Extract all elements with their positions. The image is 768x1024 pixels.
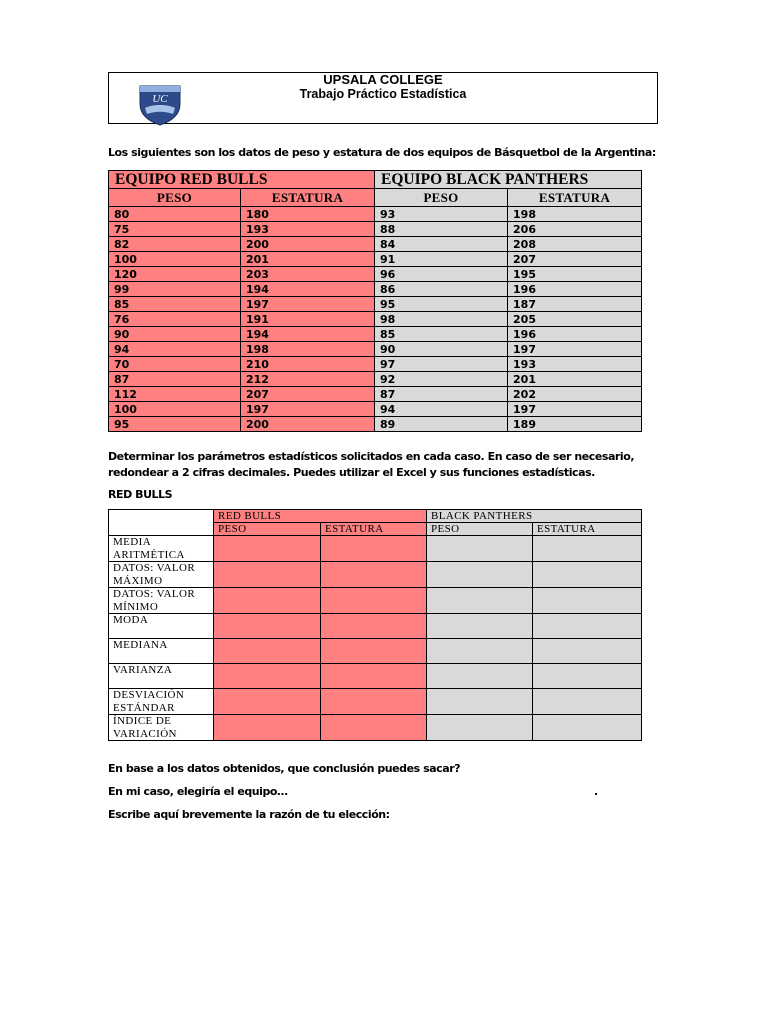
data-row [109, 402, 642, 417]
team-header-black-panthers: EQUIPO BLACK PANTHERS [375, 171, 642, 189]
instructions-line-1: Determinar los parámetros estadísticos solicitados en cada caso. En caso de ser necesario, [108, 450, 635, 463]
metric-label-line: MODA [113, 614, 149, 626]
red-bulls-estatura-cell: 212 [241, 372, 375, 387]
red-bulls-peso-cell: 100 [109, 252, 241, 267]
stats-answer-cell[interactable] [533, 639, 642, 664]
stats-answer-cell[interactable] [214, 664, 321, 689]
black-panthers-peso-cell: 94 [375, 402, 508, 417]
metric-label [109, 562, 214, 588]
data-row [109, 357, 642, 372]
stats-row [109, 715, 642, 741]
metric-label [109, 639, 214, 664]
metric-label-line: VARIANZA [113, 664, 173, 676]
red-bulls-estatura-cell: 194 [241, 327, 375, 342]
stats-answer-cell[interactable] [533, 689, 642, 715]
black-panthers-peso-cell: 95 [375, 297, 508, 312]
stats-row [109, 689, 642, 715]
metric-label-line: ESTÁNDAR [113, 701, 175, 714]
red-bulls-peso-cell: 70 [109, 357, 241, 372]
stats-answer-cell[interactable] [427, 689, 533, 715]
metric-label-line: MEDIA [113, 536, 152, 548]
red-bulls-estatura-cell: 207 [241, 387, 375, 402]
data-row [109, 252, 642, 267]
stats-answer-cell[interactable] [427, 715, 533, 741]
red-bulls-estatura-cell: 197 [241, 297, 375, 312]
red-bulls-peso-cell: 94 [109, 342, 241, 357]
black-panthers-peso-cell: 90 [375, 342, 508, 357]
metric-label [109, 715, 214, 741]
data-row [109, 297, 642, 312]
data-row [109, 387, 642, 402]
stats-answer-cell[interactable] [214, 536, 321, 562]
black-panthers-peso-cell: 92 [375, 372, 508, 387]
red-bulls-peso-cell: 87 [109, 372, 241, 387]
stats-answer-cell[interactable] [321, 588, 427, 614]
data-row [109, 282, 642, 297]
metric-label [109, 588, 214, 614]
data-row [109, 342, 642, 357]
red-bulls-peso-cell: 120 [109, 267, 241, 282]
black-panthers-peso-cell: 98 [375, 312, 508, 327]
red-bulls-peso-cell: 80 [109, 207, 241, 222]
red-bulls-estatura-cell: 203 [241, 267, 375, 282]
metric-label-line: ÍNDICE DE [113, 715, 172, 727]
data-row [109, 267, 642, 282]
red-bulls-estatura-cell: 210 [241, 357, 375, 372]
stats-answer-cell[interactable] [427, 588, 533, 614]
red-bulls-estatura-cell: 200 [241, 237, 375, 252]
stats-row [109, 536, 642, 562]
black-panthers-peso-cell: 87 [375, 387, 508, 402]
stats-answer-cell[interactable] [533, 536, 642, 562]
data-row [109, 222, 642, 237]
metric-label-line: ARITMÉTICA [113, 548, 185, 561]
stats-row [109, 639, 642, 664]
teams-data-table [108, 170, 642, 432]
red-bulls-estatura-cell: 198 [241, 342, 375, 357]
stats-answer-cell[interactable] [533, 562, 642, 588]
black-panthers-peso-cell: 86 [375, 282, 508, 297]
black-panthers-estatura-cell: 187 [508, 297, 642, 312]
stats-answer-cell[interactable] [321, 689, 427, 715]
red-bulls-peso-cell: 99 [109, 282, 241, 297]
black-panthers-peso-cell: 91 [375, 252, 508, 267]
stats-answer-cell[interactable] [427, 562, 533, 588]
data-row [109, 207, 642, 222]
question-team-choice: En mi caso, elegiría el equipo… [108, 785, 288, 798]
column-header-peso: PESO [109, 189, 241, 207]
svg-text:UC: UC [152, 93, 168, 105]
stats-row [109, 562, 642, 588]
column-header-peso: PESO [375, 189, 508, 207]
black-panthers-peso-cell: 93 [375, 207, 508, 222]
metric-label-line: MÍNIMO [113, 600, 159, 613]
stats-column-peso: PESO [214, 523, 321, 536]
stats-answer-cell[interactable] [533, 614, 642, 639]
black-panthers-estatura-cell: 189 [508, 417, 642, 432]
column-header-estatura: ESTATURA [508, 189, 642, 207]
metric-label [109, 689, 214, 715]
black-panthers-estatura-cell: 193 [508, 357, 642, 372]
stats-answer-cell[interactable] [214, 588, 321, 614]
stats-answer-cell[interactable] [214, 689, 321, 715]
black-panthers-estatura-cell: 208 [508, 237, 642, 252]
black-panthers-peso-cell: 88 [375, 222, 508, 237]
data-row [109, 237, 642, 252]
black-panthers-peso-cell: 97 [375, 357, 508, 372]
college-title: UPSALA COLLEGE [323, 72, 443, 87]
stats-answer-cell[interactable] [427, 536, 533, 562]
stats-answer-cell[interactable] [321, 562, 427, 588]
stats-answer-cell[interactable] [427, 664, 533, 689]
black-panthers-estatura-cell: 207 [508, 252, 642, 267]
stats-header-red-bulls: RED BULLS [214, 510, 427, 523]
red-bulls-peso-cell: 85 [109, 297, 241, 312]
instructions-line-2: redondear a 2 cifras decimales. Puedes utilizar el Excel y sus funciones estadísticas. [108, 466, 595, 479]
metric-label-line: DESVIACIÓN [113, 689, 185, 701]
metric-label-line: DATOS: VALOR [113, 588, 196, 600]
stats-answer-cell[interactable] [321, 639, 427, 664]
red-bulls-peso-cell: 90 [109, 327, 241, 342]
red-bulls-estatura-cell: 194 [241, 282, 375, 297]
stats-column-estatura: ESTATURA [321, 523, 427, 536]
stats-answer-cell[interactable] [427, 639, 533, 664]
red-bulls-peso-cell: 112 [109, 387, 241, 402]
stats-answer-cell[interactable] [321, 715, 427, 741]
header-box [108, 72, 658, 124]
stats-header-black-panthers: BLACK PANTHERS [427, 510, 642, 523]
metric-label-line: DATOS: VALOR [113, 562, 196, 574]
red-bulls-peso-cell: 75 [109, 222, 241, 237]
question-conclusion: En base a los datos obtenidos, que conclusión puedes sacar? [108, 762, 461, 775]
stats-answer-cell[interactable] [214, 562, 321, 588]
stats-column-estatura: ESTATURA [533, 523, 642, 536]
metric-label-line: MEDIANA [113, 639, 168, 651]
statistics-table [108, 509, 642, 741]
document-subtitle: Trabajo Práctico Estadística [299, 87, 467, 101]
stats-corner-cell [109, 510, 214, 536]
metric-label-line: MÁXIMO [113, 574, 163, 587]
question-reason: Escribe aquí brevemente la razón de tu elección: [108, 808, 390, 821]
stats-answer-cell[interactable] [533, 588, 642, 614]
red-bulls-peso-cell: 95 [109, 417, 241, 432]
team-header-red-bulls: EQUIPO RED BULLS [109, 171, 375, 189]
black-panthers-estatura-cell: 196 [508, 327, 642, 342]
stats-row [109, 664, 642, 689]
question-team-choice-end: . [594, 785, 598, 798]
black-panthers-estatura-cell: 205 [508, 312, 642, 327]
data-row [109, 312, 642, 327]
red-bulls-estatura-cell: 197 [241, 402, 375, 417]
stats-answer-cell[interactable] [533, 715, 642, 741]
stats-column-peso: PESO [427, 523, 533, 536]
black-panthers-estatura-cell: 197 [508, 402, 642, 417]
stats-answer-cell[interactable] [321, 536, 427, 562]
black-panthers-peso-cell: 89 [375, 417, 508, 432]
stats-answer-cell[interactable] [427, 614, 533, 639]
stats-answer-cell[interactable] [321, 664, 427, 689]
black-panthers-estatura-cell: 202 [508, 387, 642, 402]
stats-answer-cell[interactable] [214, 639, 321, 664]
metric-label [109, 536, 214, 562]
stats-answer-cell[interactable] [214, 614, 321, 639]
black-panthers-estatura-cell: 198 [508, 207, 642, 222]
black-panthers-peso-cell: 84 [375, 237, 508, 252]
metric-label [109, 664, 214, 689]
stats-answer-cell[interactable] [214, 715, 321, 741]
black-panthers-estatura-cell: 206 [508, 222, 642, 237]
red-bulls-estatura-cell: 200 [241, 417, 375, 432]
section-label: RED BULLS [108, 488, 173, 501]
stats-answer-cell[interactable] [321, 614, 427, 639]
black-panthers-peso-cell: 85 [375, 327, 508, 342]
red-bulls-estatura-cell: 193 [241, 222, 375, 237]
intro-text: Los siguientes son los datos de peso y estatura de dos equipos de Básquetbol de la Argentina: [108, 146, 656, 159]
black-panthers-estatura-cell: 196 [508, 282, 642, 297]
stats-row [109, 614, 642, 639]
red-bulls-peso-cell: 100 [109, 402, 241, 417]
data-row [109, 372, 642, 387]
data-row [109, 327, 642, 342]
black-panthers-estatura-cell: 195 [508, 267, 642, 282]
data-row [109, 417, 642, 432]
red-bulls-peso-cell: 82 [109, 237, 241, 252]
black-panthers-peso-cell: 96 [375, 267, 508, 282]
black-panthers-estatura-cell: 201 [508, 372, 642, 387]
column-header-estatura: ESTATURA [241, 189, 375, 207]
black-panthers-estatura-cell: 197 [508, 342, 642, 357]
stats-row [109, 588, 642, 614]
metric-label-line: VARIACIÓN [113, 727, 177, 740]
red-bulls-estatura-cell: 180 [241, 207, 375, 222]
red-bulls-estatura-cell: 191 [241, 312, 375, 327]
red-bulls-estatura-cell: 201 [241, 252, 375, 267]
metric-label [109, 614, 214, 639]
red-bulls-peso-cell: 76 [109, 312, 241, 327]
stats-answer-cell[interactable] [533, 664, 642, 689]
